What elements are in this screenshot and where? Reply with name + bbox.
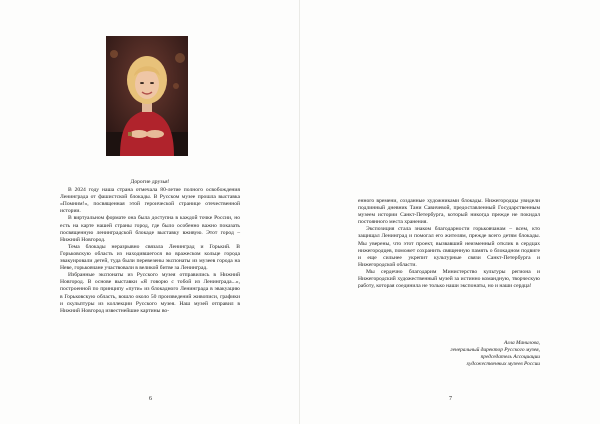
paragraph: Избранные экспонаты из Русского музея отправились в Нижний Новгород. В основе выставки «Я говорю с тобой из Ленинграда...», построенной по принципу «пути» из блокадного Ленинграда в эвакуацию в Горьковскую область, вошло около 50 произведений живописи, графики и скульптуры из коллекции Русского музея. Наш музей отправил в Нижний Новгород известнейшие картины во- [60,272,240,314]
signature-title: генеральный директор Русского музея, [450,347,540,354]
paragraph: В 2024 году наша страна отмечала 80-летие полного освобождения Ленинграда от фашистской блокады. В Русском музее прошла выставка «Помним!», посвященная этой героической странице отечественной истории. [60,187,240,215]
page-number: 6 [149,396,152,402]
right-text-column [358,198,540,290]
right-page [300,0,600,424]
page-number: 7 [449,396,452,402]
signature-name: Алла Манилова, [503,340,540,346]
greeting: Дорогие друзья! [130,179,170,185]
paragraph: Тема блокады неразрывно связала Ленинград и Горький. В Горьковскую область из находившегося во вражеском кольце города эвакуировали детей, туда были перевезены экспонаты из музеев города на Неве, горьковчане участвовали в великой битве за Ленинград. [60,243,240,272]
left-text-column [60,179,240,315]
paragraph: Экспозиция стала знаком благодарности горьковчанам – всем, кто защищал Ленинград и помогал его жителям, прежде всего детям блокады. Мы уверены, что этот проект, вызвавший неизменный отклик в сердцах нижегородцев, поможет сохранить священную память о блокадном подвиге и еще сильнее укрепит культурные связи Санкт-Петербурга и Нижегородской области. [358,226,540,268]
paragraph: Мы сердечно благодарим Министерство культуры региона и Нижегородский художественный музей за истинно командную, творческую работу, которая соединила не только наши экспонаты, но и наши сердца! [358,268,540,290]
portrait-illustration [106,36,188,156]
signature-block [390,340,540,368]
paragraph: енного времени, созданные художниками блокады. Нижегородцы увидели подлинный дневник Тани Савичевой, предоставленный Государственным музеем истории Санкт-Петербурга, который никогда прежде не покидал постоянного места хранения. [358,198,540,226]
portrait-photo [106,36,188,156]
signature-title: председатель Ассоциации [480,354,540,361]
paragraph: В виртуальном формате она была доступна в каждой точке России, но есть на карте нашей страны город, где было особенно важно показать посвященную ленинградской блокаде выставку вживую. Этот город – Нижний Новгород. [60,215,240,243]
signature-title: художественных музеев России [466,361,540,368]
